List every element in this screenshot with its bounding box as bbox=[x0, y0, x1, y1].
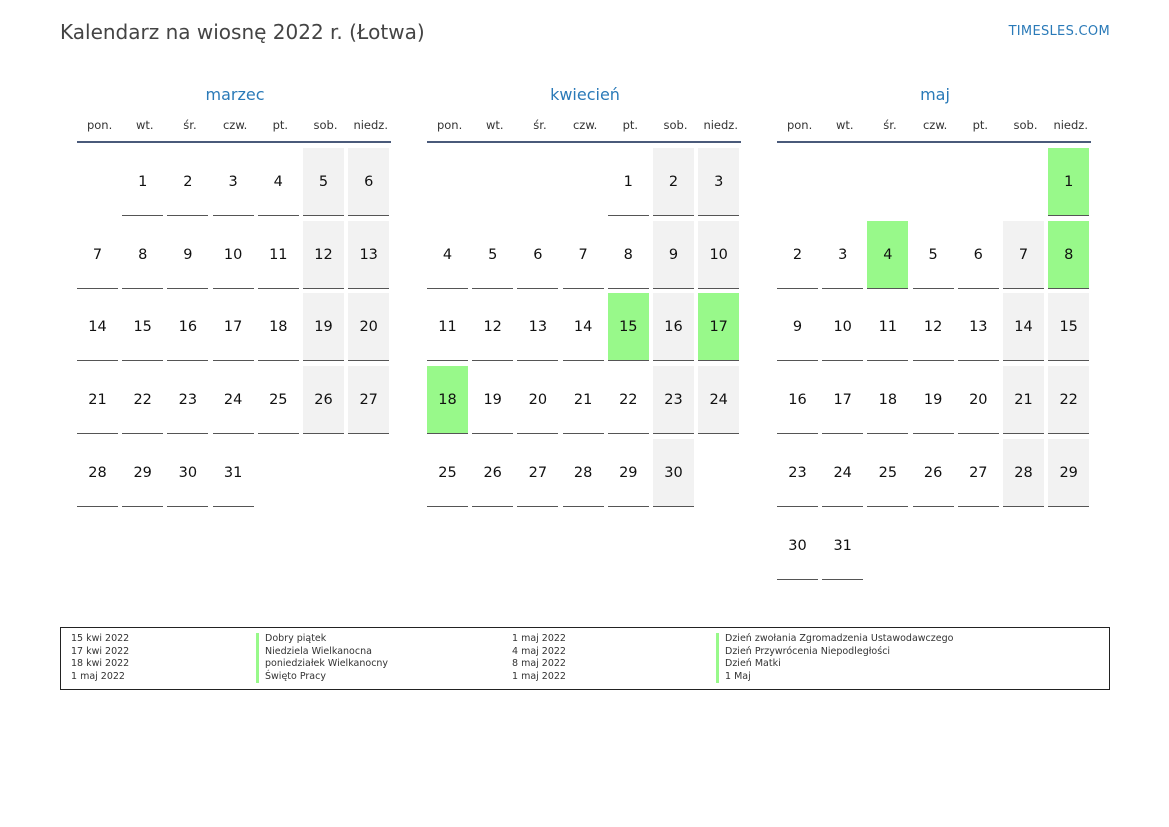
legend-row bbox=[61, 633, 1109, 646]
weekday-label: pt. bbox=[272, 118, 289, 132]
holiday-day-cell: 1 bbox=[1048, 148, 1089, 216]
day-cell: 7 bbox=[563, 221, 604, 289]
day-cell: 11 bbox=[867, 293, 908, 361]
day-cell: 2 bbox=[653, 148, 694, 216]
day-cell: 21 bbox=[77, 366, 118, 434]
day-cell: 27 bbox=[958, 439, 999, 507]
month-2 bbox=[777, 84, 1093, 554]
day-cell: 11 bbox=[258, 221, 299, 289]
day-cell: 16 bbox=[167, 293, 208, 361]
weekday-label: śr. bbox=[533, 118, 547, 132]
legend-date: 8 maj 2022 bbox=[512, 658, 566, 670]
day-cell: 10 bbox=[213, 221, 254, 289]
day-cell: 31 bbox=[213, 439, 254, 507]
weekday-label: wt. bbox=[835, 118, 854, 132]
legend-date: 1 maj 2022 bbox=[71, 670, 125, 682]
weekday-label: niedz. bbox=[1053, 118, 1088, 132]
day-cell: 13 bbox=[348, 221, 389, 289]
legend-date: 15 kwi 2022 bbox=[71, 633, 130, 644]
day-cell: 29 bbox=[608, 439, 649, 507]
day-cell: 3 bbox=[213, 148, 254, 216]
day-cell: 4 bbox=[427, 221, 468, 289]
day-cell: 5 bbox=[472, 221, 513, 289]
day-cell: 9 bbox=[167, 221, 208, 289]
month-name: marzec bbox=[205, 85, 265, 104]
day-cell: 12 bbox=[913, 293, 954, 361]
legend-holiday-name: Dzień Przywrócenia Niepodległości bbox=[716, 646, 890, 659]
day-cell: 21 bbox=[563, 366, 604, 434]
day-cell: 23 bbox=[653, 366, 694, 434]
day-cell: 23 bbox=[167, 366, 208, 434]
day-cell: 15 bbox=[122, 293, 163, 361]
legend-date: 1 maj 2022 bbox=[512, 633, 566, 644]
day-cell: 31 bbox=[822, 512, 863, 580]
day-cell: 14 bbox=[77, 293, 118, 361]
day-cell: 24 bbox=[698, 366, 739, 434]
day-cell: 24 bbox=[213, 366, 254, 434]
day-cell: 1 bbox=[122, 148, 163, 216]
day-cell: 29 bbox=[122, 439, 163, 507]
weekday-label: pon. bbox=[436, 118, 463, 132]
day-cell: 28 bbox=[77, 439, 118, 507]
holiday-day-cell: 4 bbox=[867, 221, 908, 289]
legend-holiday-name: poniedziałek Wielkanocny bbox=[256, 658, 388, 671]
day-cell: 20 bbox=[517, 366, 558, 434]
day-cell: 16 bbox=[777, 366, 818, 434]
day-cell: 22 bbox=[1048, 366, 1089, 434]
day-cell: 28 bbox=[1003, 439, 1044, 507]
legend-row bbox=[61, 658, 1109, 671]
legend-holiday-name: Dzień zwołania Zgromadzenia Ustawodawczego bbox=[716, 633, 953, 646]
legend-date: 4 maj 2022 bbox=[512, 645, 566, 657]
weekday-label: śr. bbox=[183, 118, 197, 132]
day-cell: 13 bbox=[958, 293, 999, 361]
weekday-header bbox=[427, 118, 743, 132]
holiday-day-cell: 18 bbox=[427, 366, 468, 434]
day-cell: 13 bbox=[517, 293, 558, 361]
weekday-label: śr. bbox=[883, 118, 897, 132]
day-cell: 6 bbox=[517, 221, 558, 289]
legend-row bbox=[61, 646, 1109, 659]
weekday-label: pt. bbox=[972, 118, 989, 132]
weekday-label: czw. bbox=[222, 118, 248, 132]
weekday-label: czw. bbox=[922, 118, 948, 132]
weekday-label: pon. bbox=[786, 118, 813, 132]
day-cell: 14 bbox=[1003, 293, 1044, 361]
weekday-label: wt. bbox=[485, 118, 504, 132]
header-divider bbox=[77, 141, 391, 143]
day-cell: 2 bbox=[777, 221, 818, 289]
day-cell: 16 bbox=[653, 293, 694, 361]
day-cell: 26 bbox=[913, 439, 954, 507]
holiday-day-cell: 15 bbox=[608, 293, 649, 361]
day-cell: 9 bbox=[777, 293, 818, 361]
day-cell: 4 bbox=[258, 148, 299, 216]
day-cell: 11 bbox=[427, 293, 468, 361]
day-cell: 7 bbox=[1003, 221, 1044, 289]
day-cell: 18 bbox=[258, 293, 299, 361]
legend-holiday-name: 1 Maj bbox=[716, 671, 751, 684]
day-cell: 10 bbox=[698, 221, 739, 289]
day-cell: 25 bbox=[867, 439, 908, 507]
day-cell: 26 bbox=[303, 366, 344, 434]
day-cell: 19 bbox=[303, 293, 344, 361]
brand-logo[interactable]: TIMESLES.COM bbox=[1008, 24, 1110, 39]
day-cell: 3 bbox=[698, 148, 739, 216]
legend-holiday-name: Święto Pracy bbox=[256, 671, 326, 684]
holiday-day-cell: 17 bbox=[698, 293, 739, 361]
legend-date: 18 kwi 2022 bbox=[71, 658, 130, 670]
day-cell: 3 bbox=[822, 221, 863, 289]
month-name: kwiecień bbox=[550, 85, 620, 104]
weekday-label: pon. bbox=[86, 118, 113, 132]
day-cell: 22 bbox=[608, 366, 649, 434]
weekday-label: niedz. bbox=[353, 118, 388, 132]
day-cell: 17 bbox=[822, 366, 863, 434]
legend-holiday-name: Niedziela Wielkanocna bbox=[256, 646, 372, 659]
weekday-label: czw. bbox=[572, 118, 598, 132]
day-cell: 24 bbox=[822, 439, 863, 507]
weekday-header bbox=[777, 118, 1093, 132]
day-cell: 5 bbox=[913, 221, 954, 289]
day-cell: 17 bbox=[213, 293, 254, 361]
legend-holiday-name: Dobry piątek bbox=[256, 633, 326, 646]
day-cell: 25 bbox=[427, 439, 468, 507]
day-cell: 22 bbox=[122, 366, 163, 434]
month-name: maj bbox=[920, 85, 950, 104]
day-cell: 26 bbox=[472, 439, 513, 507]
day-cell: 10 bbox=[822, 293, 863, 361]
weekday-label: sob. bbox=[663, 118, 688, 132]
day-cell: 27 bbox=[348, 366, 389, 434]
day-cell: 6 bbox=[958, 221, 999, 289]
day-cell: 27 bbox=[517, 439, 558, 507]
header-divider bbox=[427, 141, 741, 143]
day-cell: 12 bbox=[472, 293, 513, 361]
day-cell: 5 bbox=[303, 148, 344, 216]
holiday-day-cell: 8 bbox=[1048, 221, 1089, 289]
day-cell: 19 bbox=[472, 366, 513, 434]
day-cell: 20 bbox=[348, 293, 389, 361]
legend-row bbox=[61, 671, 1109, 684]
weekday-label: wt. bbox=[135, 118, 154, 132]
day-cell: 20 bbox=[958, 366, 999, 434]
legend-holiday-name: Dzień Matki bbox=[716, 658, 781, 671]
day-cell: 15 bbox=[1048, 293, 1089, 361]
day-cell: 28 bbox=[563, 439, 604, 507]
holiday-legend bbox=[60, 627, 1110, 690]
header-divider bbox=[777, 141, 1091, 143]
day-cell: 18 bbox=[867, 366, 908, 434]
day-cell: 29 bbox=[1048, 439, 1089, 507]
legend-date: 1 maj 2022 bbox=[512, 670, 566, 682]
page-title: Kalendarz na wiosnę 2022 r. (Łotwa) bbox=[60, 20, 425, 44]
day-cell: 19 bbox=[913, 366, 954, 434]
month-1 bbox=[427, 84, 743, 481]
legend-date: 17 kwi 2022 bbox=[71, 645, 130, 657]
day-cell: 8 bbox=[608, 221, 649, 289]
day-cell: 14 bbox=[563, 293, 604, 361]
weekday-header bbox=[77, 118, 393, 132]
weekday-label: pt. bbox=[622, 118, 639, 132]
day-cell: 30 bbox=[777, 512, 818, 580]
day-cell: 30 bbox=[167, 439, 208, 507]
day-cell: 1 bbox=[608, 148, 649, 216]
day-cell: 25 bbox=[258, 366, 299, 434]
day-cell: 7 bbox=[77, 221, 118, 289]
day-cell: 23 bbox=[777, 439, 818, 507]
weekday-label: niedz. bbox=[703, 118, 738, 132]
day-cell: 9 bbox=[653, 221, 694, 289]
day-cell: 8 bbox=[122, 221, 163, 289]
day-cell: 21 bbox=[1003, 366, 1044, 434]
month-0 bbox=[77, 84, 393, 481]
weekday-label: sob. bbox=[313, 118, 338, 132]
weekday-label: sob. bbox=[1013, 118, 1038, 132]
day-cell: 12 bbox=[303, 221, 344, 289]
day-cell: 6 bbox=[348, 148, 389, 216]
day-cell: 2 bbox=[167, 148, 208, 216]
day-cell: 30 bbox=[653, 439, 694, 507]
